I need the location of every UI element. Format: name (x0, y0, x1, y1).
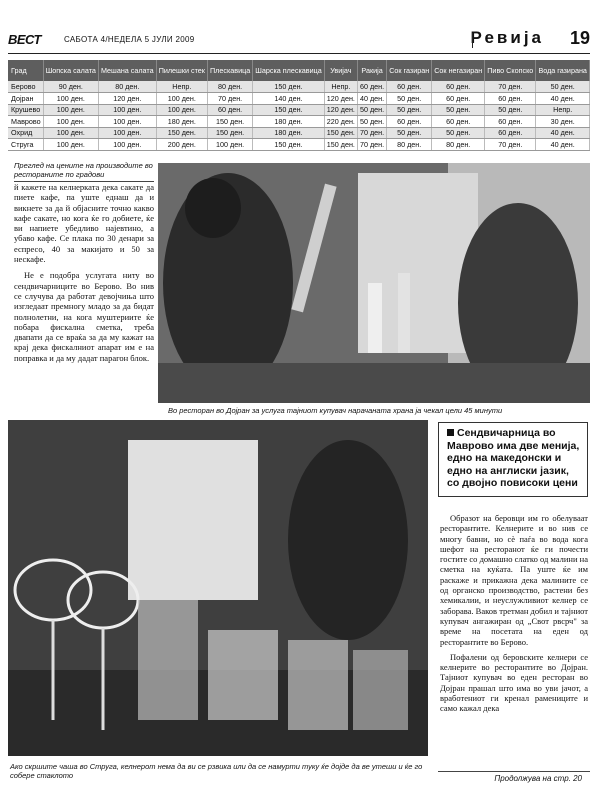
column-header: Мешана салата (98, 60, 156, 81)
city-cell: Охрид (8, 127, 43, 139)
article-column-left (14, 182, 154, 363)
price-cell: 100 ден. (43, 93, 98, 105)
photo-waiter-restaurant-image (158, 163, 590, 403)
price-cell: 60 ден. (432, 116, 485, 128)
pull-quote-text: Сендвичарница во Маврово има две менија, едно на македонски и едно на англиски јазик, со двојно повисоки цени (447, 427, 580, 489)
price-cell: 150 ден. (324, 139, 357, 151)
price-cell: 100 ден. (43, 139, 98, 151)
price-cell: 150 ден. (207, 116, 252, 128)
table-row (8, 116, 590, 128)
price-cell: 220 ден. (324, 116, 357, 128)
price-cell: 60 ден. (207, 104, 252, 116)
pull-quote (438, 422, 588, 497)
page-header (8, 30, 590, 50)
price-cell: 180 ден. (156, 116, 207, 128)
column-header: Вода газирана (536, 60, 590, 81)
price-cell: 60 ден. (485, 116, 536, 128)
price-cell: 150 ден. (253, 81, 325, 93)
photo1-caption: Во ресторан во Дојран за услуга тајниот купувач нарачаната храна ја чекал цели 45 минути (168, 406, 503, 415)
continued-note: Продолжува на стр. 20 (494, 774, 582, 783)
price-cell: 120 ден. (324, 104, 357, 116)
price-cell: Непр. (324, 81, 357, 93)
price-cell: 40 ден. (536, 127, 590, 139)
table-header-row (8, 60, 590, 81)
section-title: Ревија (470, 28, 544, 47)
price-cell: 60 ден. (357, 81, 386, 93)
column-header: Плескавица (207, 60, 252, 81)
city-cell: Струга (8, 139, 43, 151)
price-cell: 180 ден. (253, 116, 325, 128)
header-divider (472, 33, 473, 48)
city-cell: Берово (8, 81, 43, 93)
price-cell: 150 ден. (253, 104, 325, 116)
price-cell: 100 ден. (43, 116, 98, 128)
paragraph: Образот на беровци им го обелуваат ресторантите. Келнерите и во нив се многу бавни, но сè паѓа во вода кога шефот на ресторанот ќе ги почести гостите со домашно слатко од малини на сметка на куќата. Па уште ќе им раскаже и прикажна дека малините се од органско производство, растени без хемикалии, и неуслужливиот келнер се заборава. Ваков третман добил и тајниот купувач ангажиран од „Свот рвсрч" за време на посетата на еден од ресторантите во Берово. (440, 513, 588, 647)
column-header: Увијач (324, 60, 357, 81)
price-cell: 60 ден. (432, 81, 485, 93)
price-cell: 60 ден. (387, 81, 432, 93)
dateline: САБОТА 4/НЕДЕЛА 5 ЈУЛИ 2009 (64, 35, 195, 44)
price-cell: 100 ден. (156, 93, 207, 105)
price-cell: 150 ден. (207, 127, 252, 139)
price-cell: 100 ден. (98, 127, 156, 139)
table-row (8, 81, 590, 93)
price-cell: 40 ден. (536, 93, 590, 105)
column-header: Пиво Скопско (485, 60, 536, 81)
city-cell: Дојран (8, 93, 43, 105)
price-cell: 60 ден. (432, 93, 485, 105)
price-cell: 40 ден. (536, 139, 590, 151)
paragraph: Пофалени од беровските келнери се келнерите во ресторантите во Дојран. Тајниот купувач во еден ресторан во Дојран прашал што има во уви јачот, а вработениот ги кренал рамениците и само кажал дека (440, 651, 588, 714)
column-header: Шопска салата (43, 60, 98, 81)
price-cell: 50 ден. (432, 127, 485, 139)
table-row (8, 127, 590, 139)
city-cell: Маврово (8, 116, 43, 128)
page-number: 19 (569, 28, 590, 48)
price-cell: 50 ден. (357, 104, 386, 116)
price-cell: 80 ден. (387, 139, 432, 151)
table-row (8, 93, 590, 105)
footer-rule (438, 771, 590, 772)
price-cell: Непр. (156, 81, 207, 93)
price-cell: Непр. (536, 104, 590, 116)
city-cell: Крушево (8, 104, 43, 116)
price-cell: 100 ден. (156, 104, 207, 116)
price-cell: 50 ден. (536, 81, 590, 93)
price-cell: 70 ден. (485, 81, 536, 93)
column-header: Пилешки стек (156, 60, 207, 81)
price-cell: 70 ден. (357, 139, 386, 151)
price-cell: 100 ден. (43, 104, 98, 116)
paragraph: й кажете на келнерката дека сакате да пиете кафе, па уште еднаш да и викнете за да й објасните точно какво кафе сакате, но кога ќе го добиете, ќе ви напиете убедливо најевтино, а убаво кафе. Се плака по 30 денари за еспресо, 40 за макијато и 50 за нескафе. (14, 182, 154, 265)
article-column-right (440, 513, 588, 714)
price-cell: 100 ден. (98, 104, 156, 116)
paragraph: Не е подобра услугата ниту во сендвичарниците во Берово. Во нив се случува да работат девојчиња што изгледаат премногу младо за да бидат полнолетни, на кога муштериите ќе побара фискална сметка, треба двапати да се враќа за да му кажат на крај дека фискалниот апарат им е на поправка и да му дадат парагон блок. (14, 270, 154, 363)
price-cell: 50 ден. (485, 104, 536, 116)
price-cell: 140 ден. (253, 93, 325, 105)
photo-glasses-table (8, 420, 428, 756)
price-cell: 150 ден. (156, 127, 207, 139)
price-cell: 50 ден. (387, 93, 432, 105)
price-cell: 120 ден. (324, 93, 357, 105)
price-cell: 120 ден. (98, 93, 156, 105)
column-header: Ракија (357, 60, 386, 81)
photo2-caption: Ако скршите чаша во Струга, келнерот нема да ви се рзвика или да се намурти туку ќе дојде да ве утеши и ќе го собере стаклото (10, 762, 423, 780)
price-cell: 100 ден. (207, 139, 252, 151)
price-cell: 50 ден. (387, 104, 432, 116)
table-caption: Преглед на цените на производите во рестораните по градови (14, 161, 154, 182)
price-cell: 60 ден. (485, 127, 536, 139)
price-cell: 70 ден. (207, 93, 252, 105)
price-cell: 150 ден. (253, 139, 325, 151)
column-header: Град (8, 60, 43, 81)
photo-glasses-table-image (8, 420, 428, 756)
table-row (8, 139, 590, 151)
price-cell: 80 ден. (207, 81, 252, 93)
price-cell: 30 ден. (536, 116, 590, 128)
price-cell: 70 ден. (357, 127, 386, 139)
column-header: Шарска плескавица (253, 60, 325, 81)
price-cell: 60 ден. (485, 93, 536, 105)
price-table (8, 60, 590, 151)
table-row (8, 104, 590, 116)
newspaper-logo: ВЕСТ (8, 32, 41, 47)
price-cell: 200 ден. (156, 139, 207, 151)
price-cell: 60 ден. (387, 116, 432, 128)
price-cell: 70 ден. (485, 139, 536, 151)
price-cell: 150 ден. (324, 127, 357, 139)
photo-waiter-restaurant (158, 163, 590, 403)
price-cell: 50 ден. (387, 127, 432, 139)
price-cell: 50 ден. (357, 116, 386, 128)
price-cell: 80 ден. (98, 81, 156, 93)
price-cell: 100 ден. (98, 116, 156, 128)
price-cell: 180 ден. (253, 127, 325, 139)
price-cell: 40 ден. (357, 93, 386, 105)
column-header: Сок негазиран (432, 60, 485, 81)
square-bullet-icon (447, 429, 454, 436)
price-cell: 90 ден. (43, 81, 98, 93)
price-cell: 80 ден. (432, 139, 485, 151)
price-cell: 100 ден. (98, 139, 156, 151)
price-cell: 100 ден. (43, 127, 98, 139)
header-rule (8, 53, 590, 54)
price-cell: 50 ден. (432, 104, 485, 116)
column-header: Сок газиран (387, 60, 432, 81)
